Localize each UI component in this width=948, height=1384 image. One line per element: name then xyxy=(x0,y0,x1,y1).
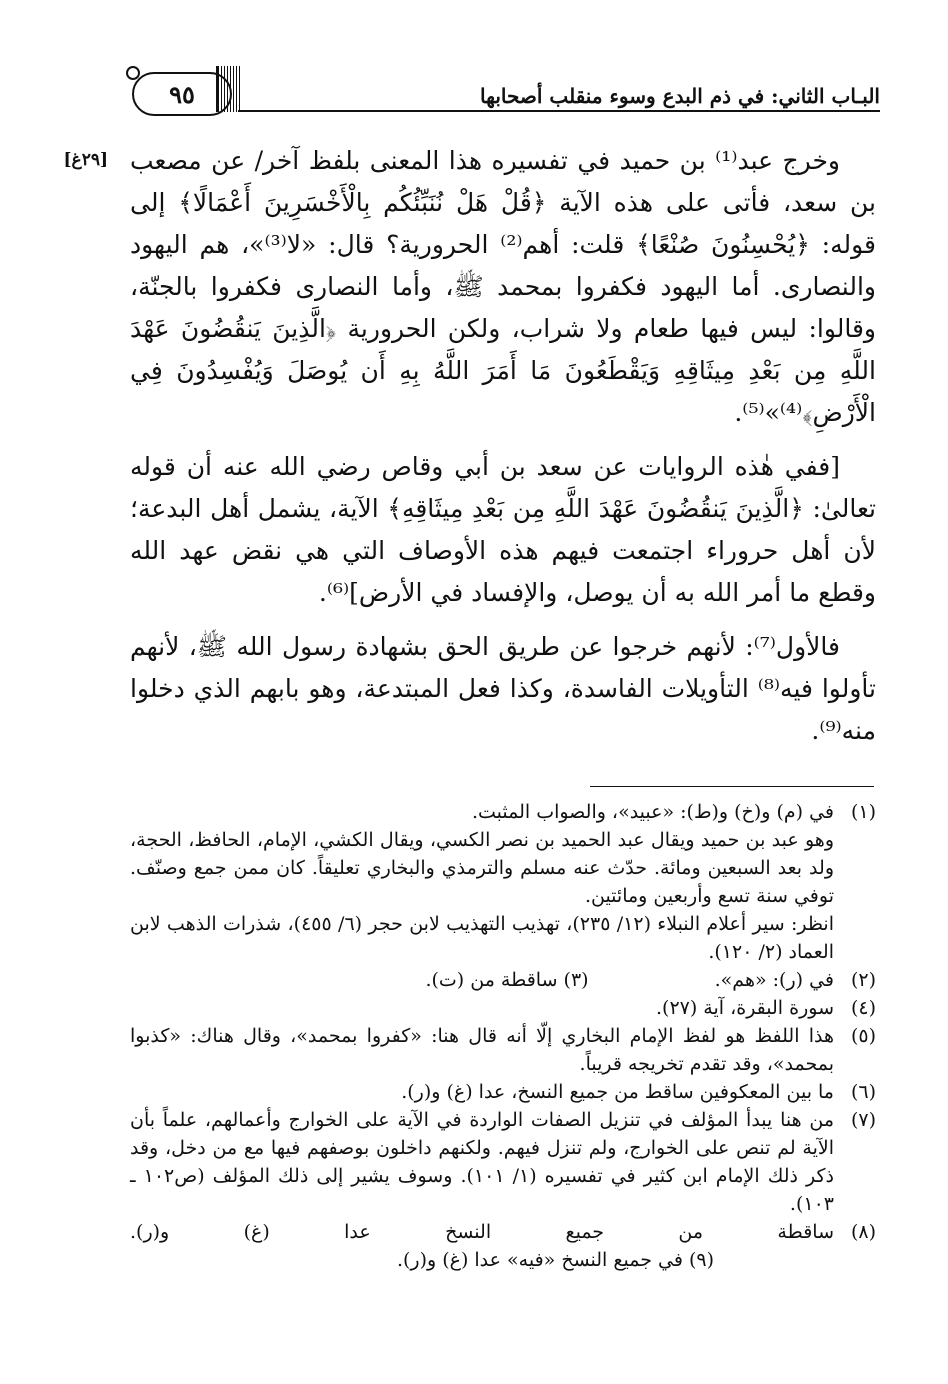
footnote-text: من هنا يبدأ المؤلف في تنزيل الصفات الواردة في الآية على الخوارج وأعمالهم، علماً بأن الآية لم تنص على الخوارج، ولم تنزل فيهم. ولكنهم داخلون بوصفهم فيها مع من دخل، وقد ذكر ذلك الإمام ابن كثير في تفسيره (١/ ١٠١). وسوف يشير إلى ذلك المؤلف (ص١٠٢ ـ ١٠٣). xyxy=(130,1109,834,1215)
footnote-6 xyxy=(130,1078,876,1106)
footnote-8 xyxy=(130,1218,876,1274)
paragraph-3: فالأول⁽⁷⁾: لأنهم خرجوا عن طريق الحق بشهادة رسول الله ﷺ، لأنهم تأولوا فيه⁽⁸⁾ التأويلات الفاسدة، وكذا فعل المبتدعة، وهو بابهم الذي دخلوا منه⁽⁹⁾. xyxy=(130,632,876,745)
footnote-5 xyxy=(130,1022,876,1078)
main-text xyxy=(130,140,876,764)
footnote-3-inline: (٣) ساقطة من (ت). xyxy=(425,969,589,991)
footnote-text: ما بين المعكوفين ساقط من جميع النسخ، عدا (غ) و(ر). xyxy=(401,1081,834,1103)
footnote-text: في (ر): «هم». xyxy=(714,969,834,991)
footnote-number: (٤) xyxy=(850,997,876,1019)
footnote-1 xyxy=(130,798,876,966)
running-title: البـاب الثاني: في ذم البدع وسوء منقلب أصحابها xyxy=(480,84,880,108)
paragraph-1: وخرج عبد⁽¹⁾ بن حميد في تفسيره هذا المعنى بلفظ آخر/ عن مصعب بن سعد، فأتى على هذه الآية ﴿قُلْ هَلْ نُنَبِّئُكُم بِالْأَخْسَرِينَ أَعْمَالًا﴾ إلى قوله: ﴿يُحْسِنُونَ صُنْعًا﴾ قلت: أهم⁽²⁾ الحرورية؟ قال: «لا⁽³⁾»، هم اليهود والنصارى. أما اليهود فكفروا بمحمد ﷺ، وأما النصارى فكفروا بالجنّة، وقالوا: ليس فيها طعام ولا شراب، ولكن الحرورية ﴿الَّذِينَ يَنقُضُونَ عَهْدَ اللَّهِ مِن بَعْدِ مِيثَاقِهِ وَيَقْطَعُونَ مَا أَمَرَ اللَّهُ بِهِ أَن يُوصَلَ وَيُفْسِدُونَ فِي الْأَرْضِ﴾⁽⁴⁾»⁽⁵⁾. xyxy=(130,146,876,427)
footnote-number: (١) xyxy=(850,801,876,823)
footnote-text: ساقطة من جميع النسخ عدا (غ) و(ر). xyxy=(130,1221,834,1243)
footnote-4 xyxy=(130,994,876,1022)
footnote-number: (٨) xyxy=(850,1221,876,1243)
footnote-number: (٥) xyxy=(850,1025,876,1047)
footnote-text: في (م) و(خ) و(ط): «عبيد»، والصواب المثبت. xyxy=(471,801,834,823)
footnote-9-inline: (٩) في جميع النسخ «فيه» عدا (غ) و(ر). xyxy=(396,1249,714,1271)
paragraph-2: [ففي هٰذه الروايات عن سعد بن أبي وقاص رضي الله عنه أن قوله تعالىٰ: ﴿الَّذِينَ يَنقُضُونَ عَهْدَ اللَّهِ مِن بَعْدِ مِيثَاقِهِ﴾ الآية، يشمل أهل البدعة؛ لأن أهل حروراء اجتمعت فيهم هذه الأوصاف التي هي نقض عهد الله وقطع ما أمر الله به أن يوصل، والإفساد في الأرض]⁽⁶⁾. xyxy=(130,452,876,607)
footnote-text: وهو عبد بن حميد ويقال عبد الحميد بن نصر الكسي، ويقال الكشي، الإمام، الحافظ، الحجة، ولد بعد السبعين ومائة. حدّث عنه مسلم والترمذي والبخاري تعليقاً. كان ممن جمع وصنّف. توفي سنة تسع وأربعين ومائتين. xyxy=(130,829,834,907)
header-rule xyxy=(238,110,880,112)
footnote-text: سورة البقرة، آية (٢٧). xyxy=(655,997,834,1019)
footnote-number: (٧) xyxy=(850,1109,876,1131)
footnote-text: هذا اللفظ هو لفظ الإمام البخاري إلّا أنه قال هنا: «كفروا بمحمد»، وقال هناك: «كذبوا بمحمد»، وقد تقدم تخريجه قريباً. xyxy=(130,1025,834,1075)
footnotes xyxy=(130,798,876,1274)
footnote-2 xyxy=(130,966,876,994)
page-number-ornament xyxy=(216,66,240,112)
footnote-7 xyxy=(130,1106,876,1218)
page-header xyxy=(120,58,880,118)
footnote-number: (٢) xyxy=(850,969,876,991)
footnote-text: انظر: سير أعلام النبلاء (١٢/ ٢٣٥)، تهذيب التهذيب لابن حجر (٦/ ٤٥٥)، شذرات الذهب لابن العماد (٢/ ١٢٠). xyxy=(130,913,834,963)
page-number: ٩٥ xyxy=(132,72,232,116)
margin-note: [٢٩غ] xyxy=(63,150,108,170)
footnote-separator xyxy=(590,786,874,787)
footnote-number: (٦) xyxy=(850,1081,876,1103)
page-number-dot xyxy=(126,66,140,80)
